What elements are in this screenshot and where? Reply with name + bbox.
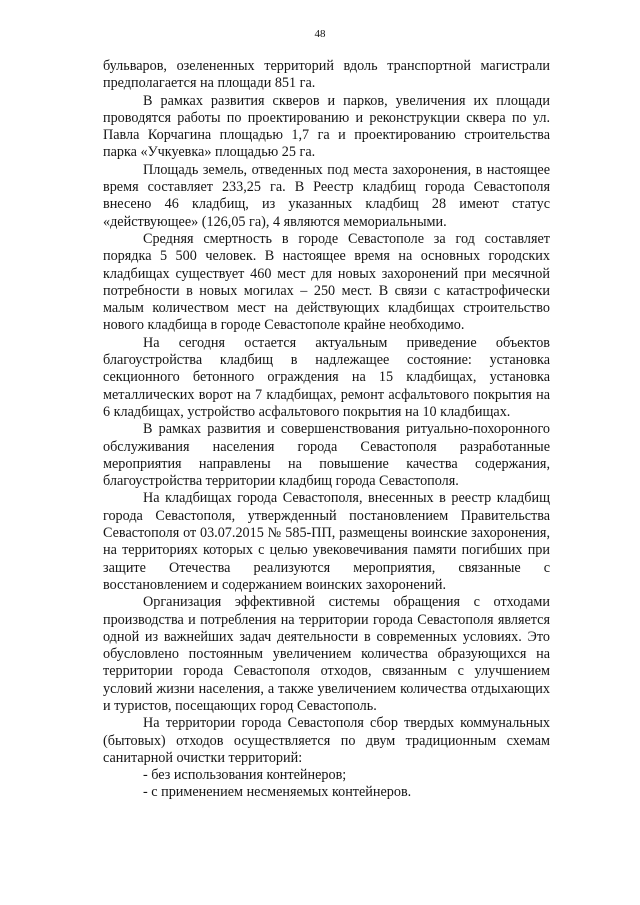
paragraph-3: Площадь земель, отведенных под места захоронения, в настоящее время составляет 233,25 га. В Реестр кладбищ города Севастополя внесено 46 кладбищ, из указанных кладбищ 28 имеют статус «действующее» (126,05 га), 4 являются мемориальными. [103, 161, 550, 230]
list-item-1: - без использования контейнеров; [143, 767, 347, 784]
paragraph-4: Средняя смертность в городе Севастополе за год составляет порядка 5 500 человек. В настоящее время на основных городских кладбищах существует 460 мест для новых захоронений при месячной потребности в новых могилах – 250 мест. В связи с катастрофически малым количеством мест на действующих кладбищах строительство нового кладбища в городе Севастополе крайне необходимо. [103, 230, 550, 334]
paragraph-1: бульваров, озелененных территорий вдоль транспортной магистрали предполагается на площади 851 га. [103, 58, 550, 92]
list-item-2: - с применением несменяемых контейнеров. [143, 784, 412, 801]
paragraph-9: На территории города Севастополя сбор твердых коммунальных (бытовых) отходов осуществляется по двум традиционным схемам санитарной очистки территорий: [103, 715, 550, 766]
document-body [103, 58, 550, 802]
paragraph-5: На сегодня остается актуальным приведение объектов благоустройства кладбищ в надлежащее состояние: установка секционного бетонного ограждения на 15 кладбищах, установка металлических ворот на 7 кладбищах, ремонт асфальтового покрытия на 6 кладбищах, устройство асфальтового покрытия на 10 кладбищах. [103, 334, 550, 420]
page-number: 48 [314, 28, 326, 40]
paragraph-6: В рамках развития и совершенствования ритуально-похоронного обслуживания населения города Севастополя разработанные мероприятия направлены на повышение качества содержания, благоустройства территории кладбищ города Севастополя. [103, 421, 550, 490]
paragraph-8: Организация эффективной системы обращения с отходами производства и потребления на территории города Севастополя является одной из важнейших задач деятельности в современных условиях. Это обусловлено постоянным увеличением количества образующихся на территории города Севастополя отходов, связанным с улучшением условий жизни населения, а также увеличением количества отдыхающих и туристов, посещающих город Севастополь. [103, 594, 550, 714]
paragraph-7: На кладбищах города Севастополя, внесенных в реестр кладбищ города Севастополя, утвержденный постановлением Правительства Севастополя от 03.07.2015 № 585-ПП, размещены воинские захоронения, на территориях которых с целью увековечивания памяти погибших при защите Отечества реализуются мероприятия, связанные с восстановлением и содержанием воинских захоронений. [103, 490, 550, 593]
paragraph-2: В рамках развития скверов и парков, увеличения их площади проводятся работы по проектированию и реконструкции сквера по ул. Павла Корчагина площадью 1,7 га и проектированию строительства парка «Учкуевка» площадью 25 га. [103, 92, 550, 161]
